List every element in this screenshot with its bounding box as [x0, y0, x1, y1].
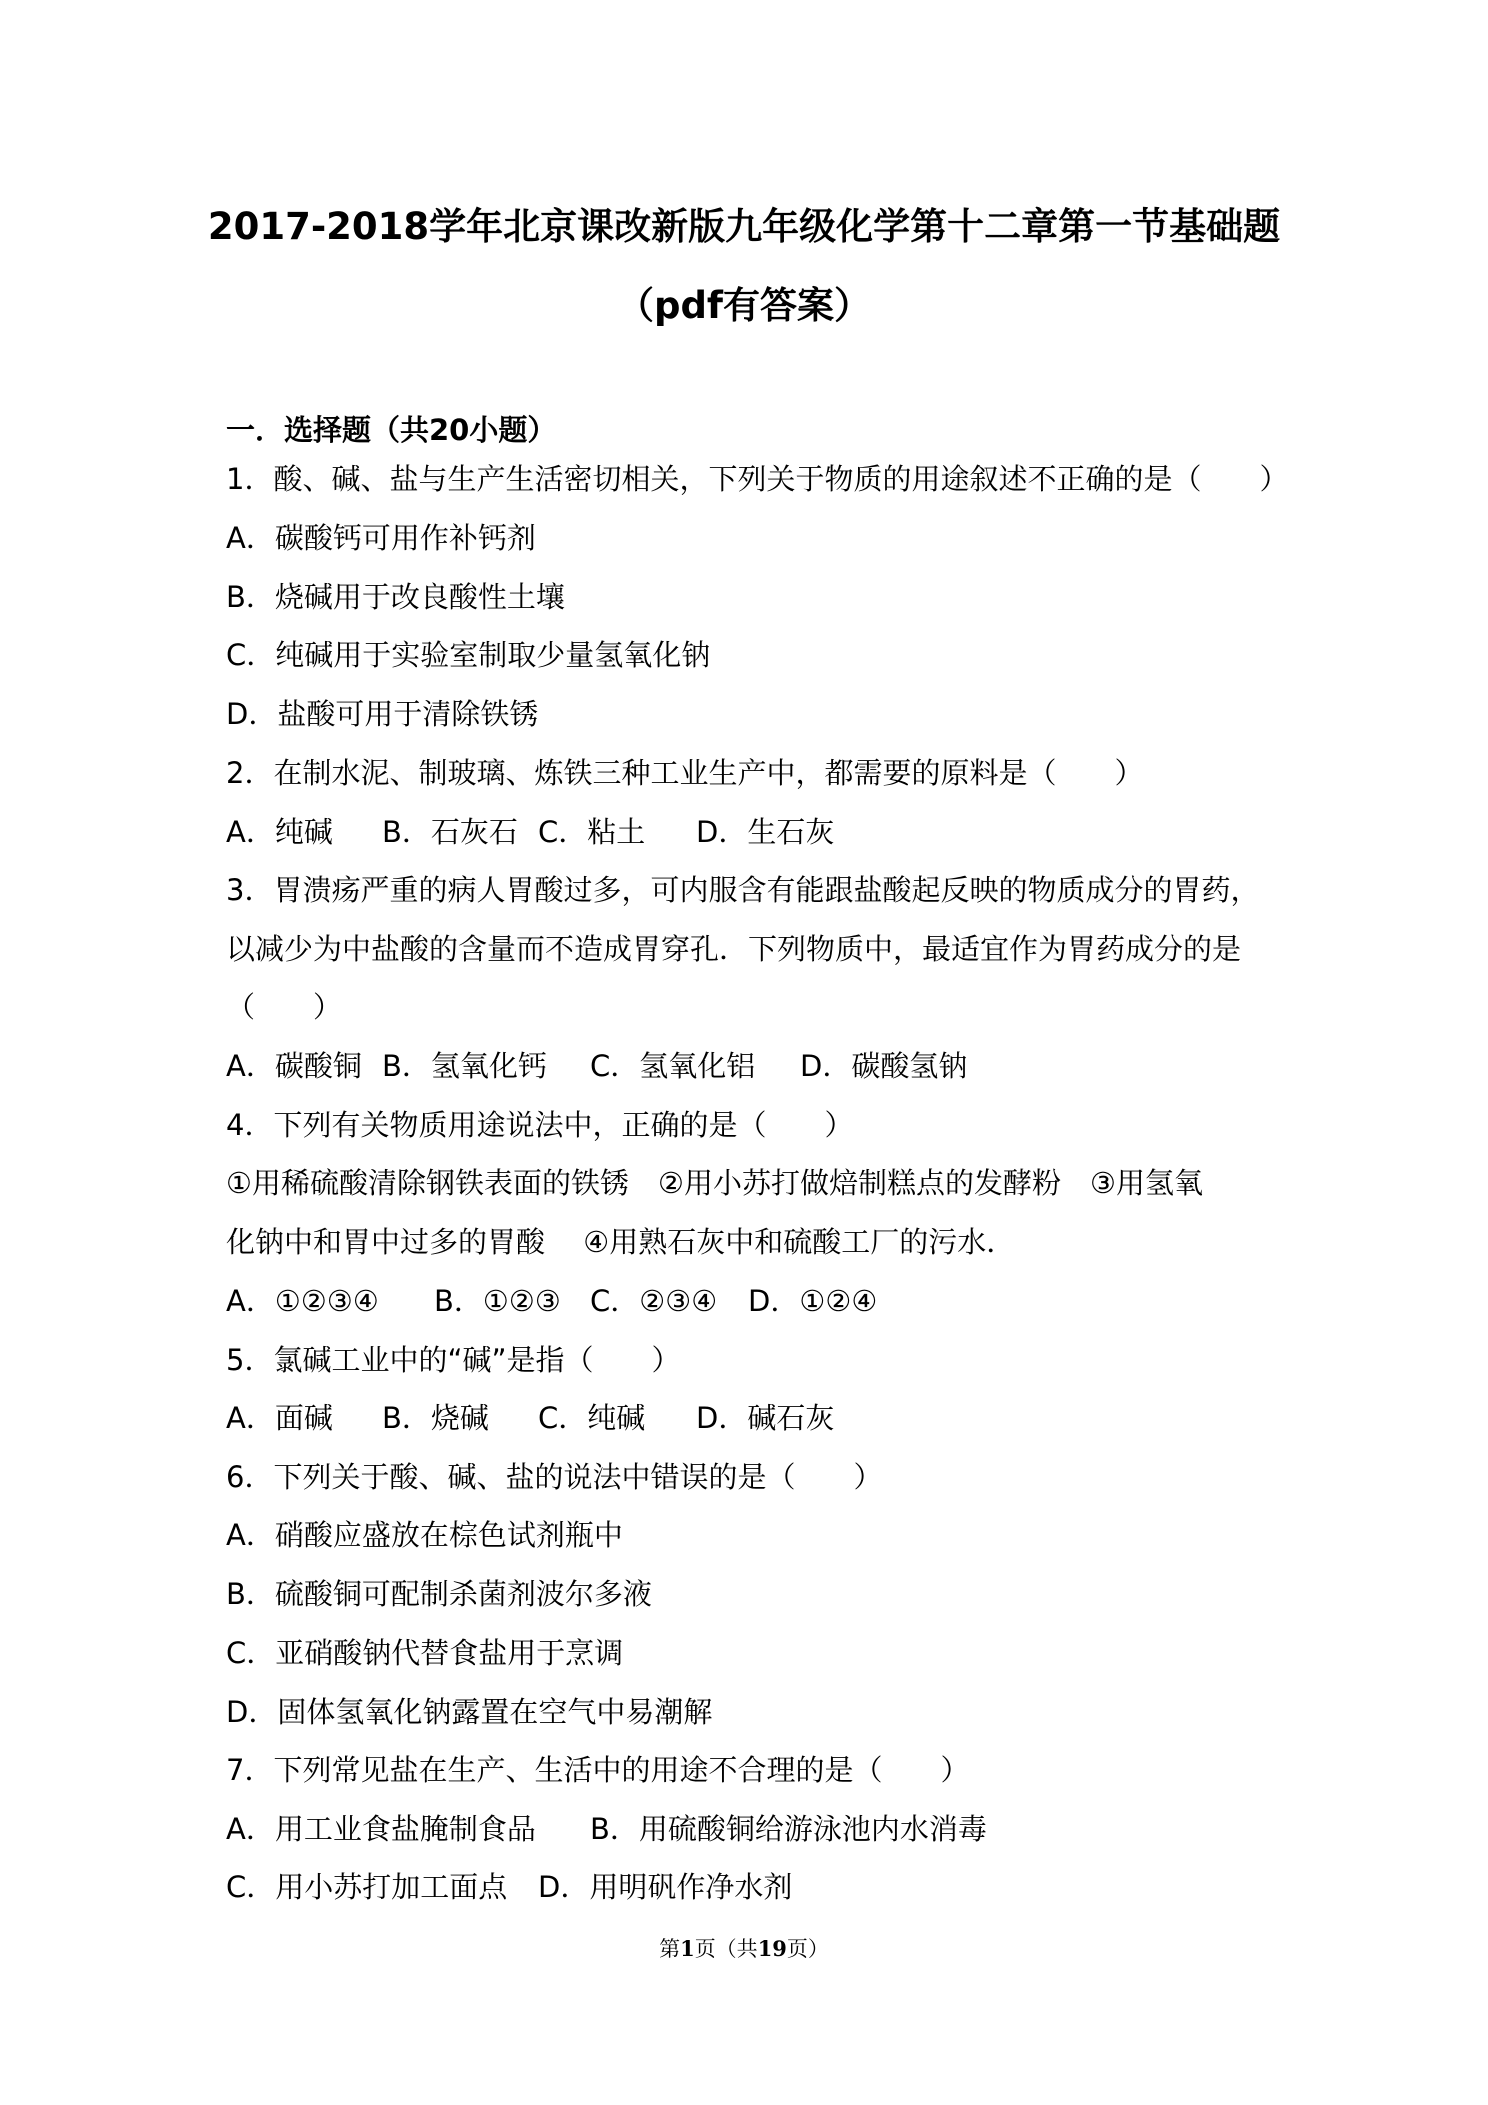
footer-total-pages: 19: [757, 1936, 787, 1961]
question-4-option-a: A．①②③④: [226, 1284, 379, 1318]
question-5-option-b: B．烧碱: [382, 1401, 489, 1435]
document-title-line-2: （pdf有答案）: [616, 284, 872, 327]
question-2-option-a: A．纯碱: [226, 815, 333, 849]
question-5-stem: 5．氯碱工业中的“碱”是指（ ）: [226, 1343, 681, 1377]
question-4-option-c: C．②③④: [590, 1284, 718, 1318]
question-5-option-d: D．碱石灰: [696, 1401, 835, 1435]
question-6-option-c: C．亚硝酸钠代替食盐用于烹调: [226, 1636, 624, 1670]
question-4-option-b: B．①②③: [434, 1284, 561, 1318]
question-3-option-d: D．碳酸氢钠: [800, 1049, 968, 1083]
question-3-option-a: A．碳酸铜: [226, 1049, 362, 1083]
question-5-option-c: C．纯碱: [538, 1401, 646, 1435]
question-1-option-d: D．盐酸可用于清除铁锈: [226, 697, 539, 731]
question-2-option-b: B．石灰石: [382, 815, 518, 849]
question-3-stem-line-3: （ ）: [226, 990, 343, 1024]
footer-page-number: 1: [680, 1936, 695, 1961]
footer-prefix: 第: [659, 1937, 681, 1961]
question-6-option-a: A．硝酸应盛放在棕色试剂瓶中: [226, 1518, 623, 1552]
question-5-option-a: A．面碱: [226, 1401, 333, 1435]
question-6-option-b: B．硫酸铜可配制杀菌剂波尔多液: [226, 1577, 652, 1611]
question-3-stem-line-2: 以减少为中盐酸的含量而不造成胃穿孔．下列物质中，最适宜作为胃药成分的是: [226, 932, 1242, 966]
question-2-option-c: C．粘土: [538, 815, 646, 849]
question-6-option-d: D．固体氢氧化钠露置在空气中易潮解: [226, 1695, 713, 1729]
question-2-stem: 2．在制水泥、制玻璃、炼铁三种工业生产中，都需要的原料是（ ）: [226, 756, 1144, 790]
section-heading: 一．选择题（共20小题）: [226, 413, 557, 447]
question-3-option-b: B．氢氧化钙: [382, 1049, 547, 1083]
question-3-stem-line-1: 3．胃溃疡严重的病人胃酸过多，可内服含有能跟盐酸起反映的物质成分的胃药，: [226, 873, 1260, 907]
footer-middle: 页（共: [694, 1937, 758, 1961]
question-7-option-d: D．用明矾作净水剂: [538, 1870, 793, 1904]
question-3-option-c: C．氢氧化铝: [590, 1049, 756, 1083]
question-4-stem: 4．下列有关物质用途说法中，正确的是（ ）: [226, 1108, 854, 1142]
question-1-option-a: A．碳酸钙可用作补钙剂: [226, 521, 536, 555]
question-7-option-c: C．用小苏打加工面点: [226, 1870, 508, 1904]
document-title-line-1: 2017-2018学年北京课改新版九年级化学第十二章第一节基础题: [207, 205, 1281, 248]
question-6-stem: 6．下列关于酸、碱、盐的说法中错误的是（ ）: [226, 1460, 883, 1494]
question-4-statement-line-2: 化钠中和胃中过多的胃酸 ④用熟石灰中和硫酸工厂的污水．: [226, 1225, 1016, 1259]
footer-suffix: 页）: [786, 1937, 829, 1961]
question-7-option-b: B．用硫酸铜给游泳池内水消毒: [590, 1812, 987, 1846]
page-footer: [0, 1933, 1488, 1963]
question-2-option-d: D．生石灰: [696, 815, 835, 849]
question-1-stem: 1．酸、碱、盐与生产生活密切相关，下列关于物质的用途叙述不正确的是（ ）: [226, 462, 1289, 496]
question-1-option-c: C．纯碱用于实验室制取少量氢氧化钠: [226, 638, 711, 672]
question-7-option-a: A．用工业食盐腌制食品: [226, 1812, 536, 1846]
question-1-option-b: B．烧碱用于改良酸性土壤: [226, 580, 565, 614]
question-4-option-d: D．①②④: [748, 1284, 878, 1318]
question-4-statement-line-1: ①用稀硫酸清除钢铁表面的铁锈 ②用小苏打做焙制糕点的发酵粉 ③用氢氧: [226, 1166, 1203, 1200]
question-7-stem: 7．下列常见盐在生产、生活中的用途不合理的是（ ）: [226, 1753, 970, 1787]
